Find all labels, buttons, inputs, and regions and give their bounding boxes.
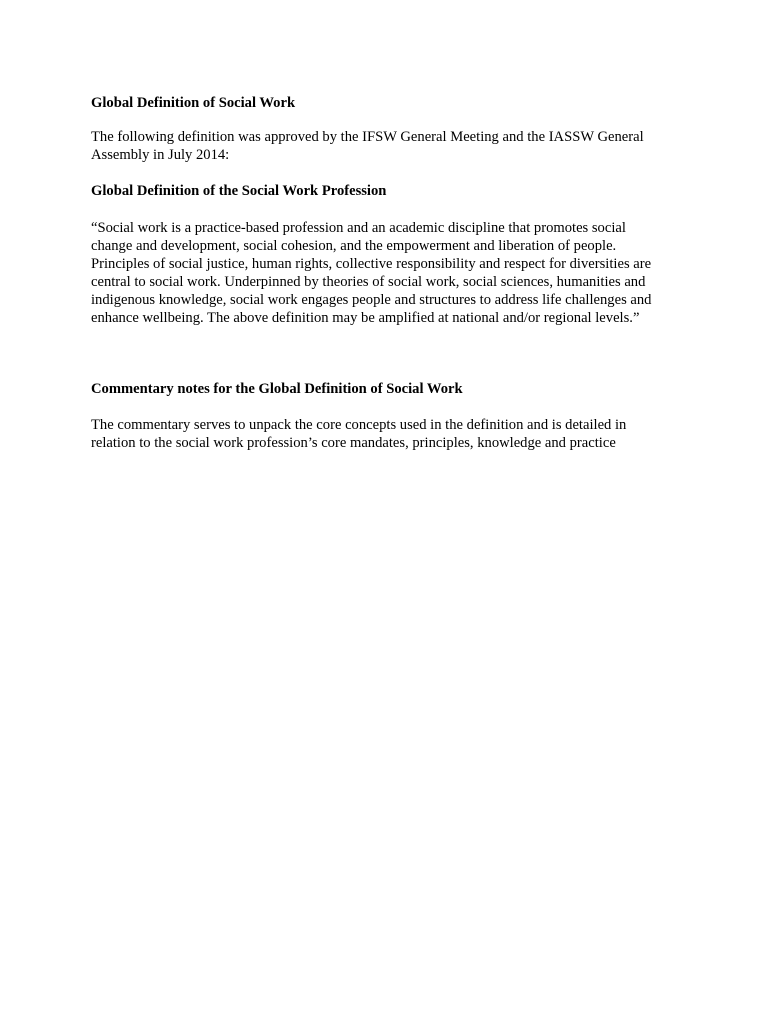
subheading-text: Global Definition of the Social Work Profession xyxy=(91,183,387,199)
definition-line: indigenous knowledge, social work engages people and structures to address life challenges and xyxy=(91,292,652,308)
title-text: Global Definition of Social Work xyxy=(91,95,296,111)
definition-line: central to social work. Underpinned by theories of social work, social sciences, humanities and xyxy=(91,274,646,290)
commentary-heading xyxy=(91,380,681,398)
definition-line: “Social work is a practice-based profession and an academic discipline that promotes social xyxy=(91,220,626,236)
definition-heading xyxy=(91,182,681,200)
commentary-line: The commentary serves to unpack the core concepts used in the definition and is detailed in xyxy=(91,417,627,433)
commentary-paragraph xyxy=(91,416,681,452)
intro-line: The following definition was approved by the IFSW General Meeting and the IASSW General xyxy=(91,129,644,145)
definition-line: Principles of social justice, human rights, collective responsibility and respect for diversities are xyxy=(91,256,652,272)
intro-paragraph xyxy=(91,128,681,164)
document-title xyxy=(91,94,681,112)
definition-line: enhance wellbeing. The above definition may be amplified at national and/or regional levels.” xyxy=(91,310,640,326)
intro-line: Assembly in July 2014: xyxy=(91,147,230,163)
definition-paragraph xyxy=(91,219,681,327)
commentary-heading-text: Commentary notes for the Global Definition of Social Work xyxy=(91,381,463,397)
definition-line: change and development, social cohesion, and the empowerment and liberation of people. xyxy=(91,238,617,254)
commentary-line: relation to the social work profession’s core mandates, principles, knowledge and practice xyxy=(91,435,616,451)
